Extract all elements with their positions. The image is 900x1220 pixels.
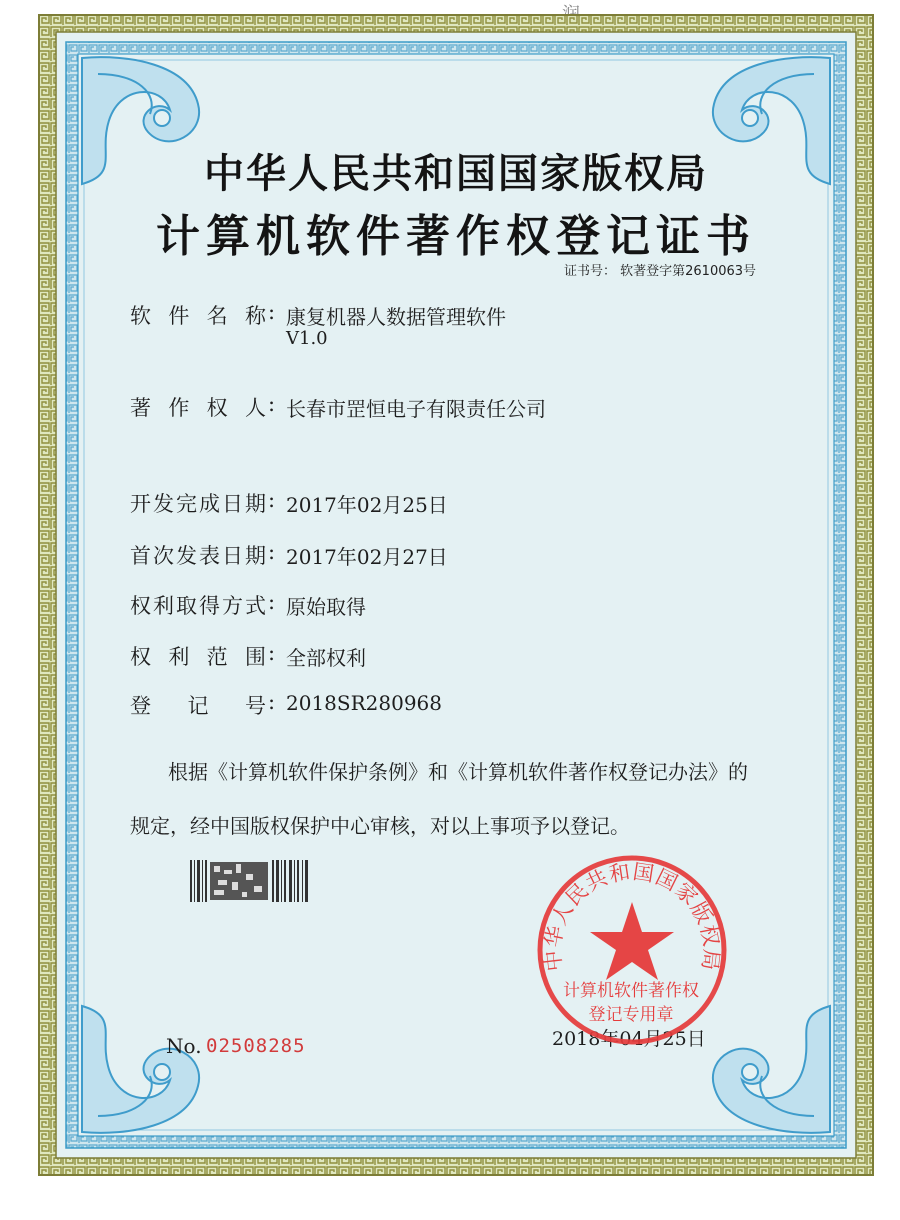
field-label-software-name: 软件名称 <box>130 304 266 328</box>
field-colon: : <box>268 540 276 564</box>
star-icon <box>590 902 674 980</box>
certificate-title: 计算机软件著作权登记证书 <box>156 211 756 262</box>
seal-line-2: 登记专用章 <box>588 1005 674 1025</box>
field-label-rights-scope: 权利范围 <box>130 645 266 669</box>
field-colon: : <box>268 300 276 324</box>
certificate-number: 证书号： 软著登字第2610063号 <box>564 264 757 279</box>
barcode-icon <box>190 860 312 902</box>
field-value-publication-date: 2017年02月27日 <box>286 545 448 569</box>
serial-number-value: 02508285 <box>206 1035 306 1057</box>
field-colon: : <box>268 590 276 614</box>
field-colon: : <box>268 488 276 512</box>
statement-line-1: 根据《计算机软件保护条例》和《计算机软件著作权登记办法》的 <box>168 760 748 784</box>
certificate <box>38 14 874 1176</box>
field-label-registration-number: 登记号 <box>130 694 266 718</box>
serial-number-label: No. <box>166 1034 202 1058</box>
field-label-acquisition-method: 权利取得方式 <box>130 594 266 618</box>
field-colon: : <box>268 392 276 416</box>
seal-ring-text: 中华人民共和国国家版权局 <box>540 859 724 973</box>
field-value-software-name: 康复机器人数据管理软件 <box>286 305 506 329</box>
issue-date: 2018年04月25日 <box>552 1028 706 1050</box>
field-label-completion-date: 开发完成日期 <box>130 492 266 516</box>
field-value-software-version: V1.0 <box>286 328 328 349</box>
field-colon: : <box>268 690 276 714</box>
field-label-copyright-owner: 著作权人 <box>130 396 266 420</box>
field-value-completion-date: 2017年02月25日 <box>286 493 448 517</box>
issuer-heading: 中华人民共和国国家版权局 <box>204 150 708 197</box>
field-value-rights-scope: 全部权利 <box>286 646 366 670</box>
field-label-publication-date: 首次发表日期 <box>130 544 266 568</box>
statement-line-2: 规定，经中国版权保护中心审核，对以上事项予以登记。 <box>130 814 630 838</box>
field-colon: : <box>268 641 276 665</box>
field-value-registration-number: 2018SR280968 <box>286 691 443 715</box>
seal-line-1: 计算机软件著作权 <box>563 981 699 1001</box>
field-value-copyright-owner: 长春市罡恒电子有限责任公司 <box>286 397 546 421</box>
field-value-acquisition-method: 原始取得 <box>286 595 366 619</box>
